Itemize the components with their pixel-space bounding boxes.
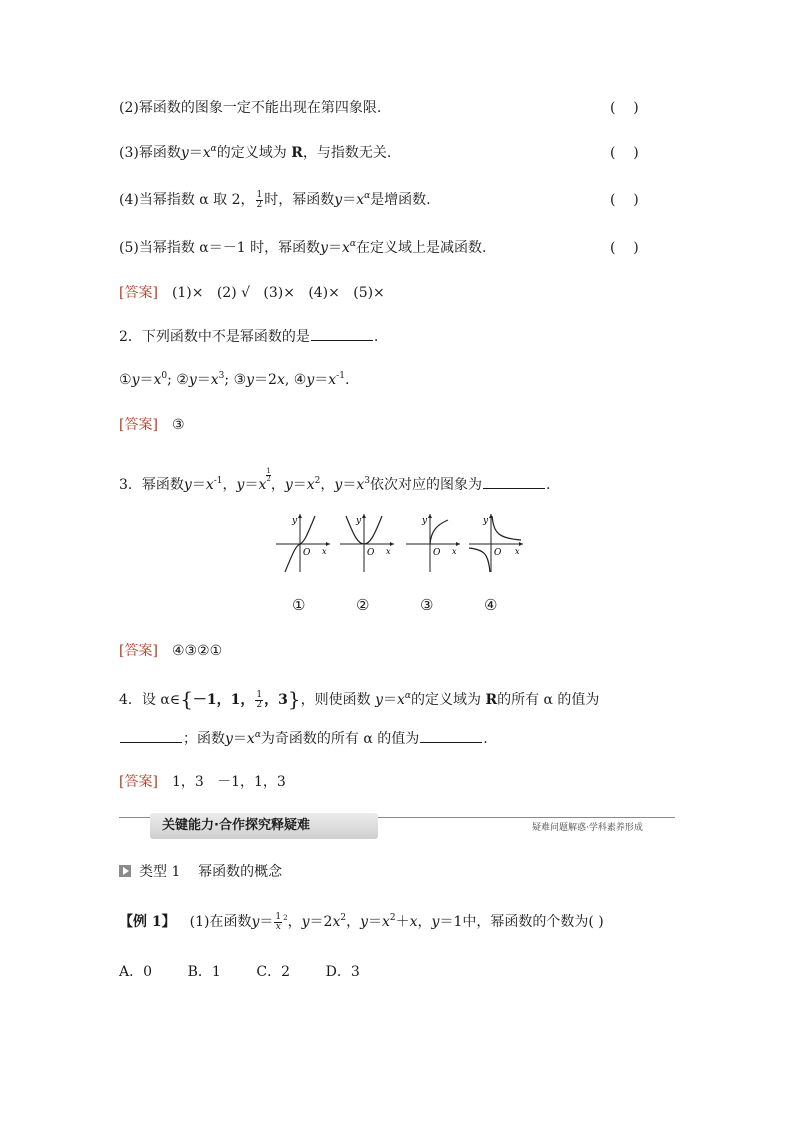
question-2-title: 2．下列函数中不是幂函数的是 [119,329,310,345]
example-options: A．0 B．1 C．2 D．3 [119,964,360,980]
answer-4 [119,772,286,792]
graph-square [336,510,398,574]
graph-sqrt [402,510,464,574]
question-4: 4．设 α∈{－1，1， $\frac{1}{2}$ ，3}，则使函数 $y=x^\alpha$的定义域为 R的所有 α 的值为 [119,687,600,711]
fraction-half: $\frac{1}{2}$ [256,689,263,710]
answer-3-text: ④③②① [171,643,223,659]
answer-3 [119,641,222,661]
svg-text:O: O [367,548,375,558]
question-4-end: 的所有 α 的值为 [497,692,600,708]
question-4-mid: ；函数 [183,731,225,747]
example-text-pre: (1)在函数 [189,914,252,930]
svg-text:y: y [292,516,298,526]
question-3-post: 依次对应的图象为 [369,477,482,493]
item-2-text: (2)幂函数的图象一定不能出现在第四象限. [119,100,382,116]
answer-1 [119,283,385,303]
item-3: (3)幂函数$y=x^\alpha$的定义域为 R，与指数无关. [119,144,392,161]
svg-text:O: O [303,548,311,558]
question-4-line2: ；函数$y=x^\alpha$为奇函数的所有 α 的值为 . [119,729,488,749]
question-4-post2: 的定义域为 [410,692,481,708]
item-4-pre: (4)当幂指数 α 取 2， [119,192,255,208]
item-2 [119,98,381,118]
question-4-post: ，则使函数 [300,692,371,708]
graph-reciprocal [465,510,527,574]
item-4-end: 是增函数. [370,192,431,208]
svg-text:O: O [494,548,502,558]
question-2-options: $①y=x^0$; $②y=x^3$; ③y＝2x, $④y=x^{-1}$. [119,371,350,388]
item-5: (5)当幂指数 α＝－1 时，幂函数$y=x^\alpha$在定义域上是减函数. [119,239,487,256]
answer-blank [483,476,545,489]
svg-text:x: x [322,547,327,556]
graph-label-1: ① [292,596,306,614]
play-triangle-icon [119,865,131,877]
answer-2-text: ③ [171,417,185,433]
answer-blank [420,730,482,743]
type-heading [119,862,282,882]
item-4: (4)当幂指数 α 取 2， $\frac{1}{2}$ 时，幂函数$y=x^\alpha$是增函数. [119,189,431,210]
item-3-end: ，与指数无关. [302,145,392,161]
answer-blank [311,328,373,341]
question-2: 2．下列函数中不是幂函数的是 . [119,329,379,345]
question-4-line2-end: 为奇函数的所有 α 的值为 [260,731,420,747]
graph-label-4: ④ [484,596,498,614]
svg-text:x: x [452,547,457,556]
example-1: 【例 1】 (1)在函数y＝ $\frac{1}{x}$ $^2$，$y=2x^2$，$y=x^2+x$，y＝1中，幂函数的个数为( ) [119,911,604,932]
example-tag: 【例 1】 [119,914,176,930]
answer-tag: [答案] [119,417,158,433]
svg-text:y: y [356,516,362,526]
svg-text:y: y [483,516,489,526]
question-3-pre: 3．幂函数 [119,477,184,493]
graph-cubic [272,510,334,574]
item-3-pre: (3)幂函数 [119,145,181,161]
answer-4-text: 1，3 －1，1，3 [171,774,286,790]
section-banner: 关键能力·合作探究释疑难 [150,813,378,839]
answer-2 [119,415,185,435]
item-3-R: R [291,145,303,161]
answer-tag: [答案] [119,285,158,301]
graph-label-3: ③ [420,596,434,614]
type-heading-text: 类型 1 幂函数的概念 [139,864,283,880]
item-2-paren: ( ) [610,100,639,116]
svg-text:O: O [433,548,441,558]
item-3-paren: ( ) [610,145,639,161]
answer-1-text: (1)× (2) √ (3)× (4)× (5)× [171,285,385,301]
fraction-half-exponent: $\frac{1}{2}$ [266,467,271,483]
section-subtitle: 疑难问题解惑·学科素养形成 [532,823,643,833]
item-5-end: 在定义域上是减函数. [356,240,487,256]
item-5-paren: ( ) [610,240,639,256]
fraction-half: $\frac{1}{2}$ [256,189,263,210]
item-3-post: 的定义域为 [216,145,287,161]
fraction-one-over-x-squared: $\frac{1}{x}$ [275,911,282,932]
answer-tag: [答案] [119,774,158,790]
svg-text:y: y [422,516,428,526]
item-4-paren: ( ) [610,192,639,208]
item-5-pre: (5)当幂指数 α＝－1 时，幂函数 [119,240,321,256]
graph-label-2: ② [356,596,370,614]
svg-text:x: x [515,547,520,556]
answer-blank [120,730,182,743]
svg-text:x: x [386,547,391,556]
item-4-mid: 时，幂函数 [264,192,335,208]
question-4-pre: 4．设 α∈ [119,692,181,708]
answer-tag: [答案] [119,643,158,659]
question-3: 3．幂函数$y=x^{-1}$，y＝x $\frac{1}{2}$ ，$y=x^2$，$y=x^3$依次对应的图象为 . [119,467,551,493]
example-text-mid: 中，幂函数的个数为( ) [462,914,604,930]
